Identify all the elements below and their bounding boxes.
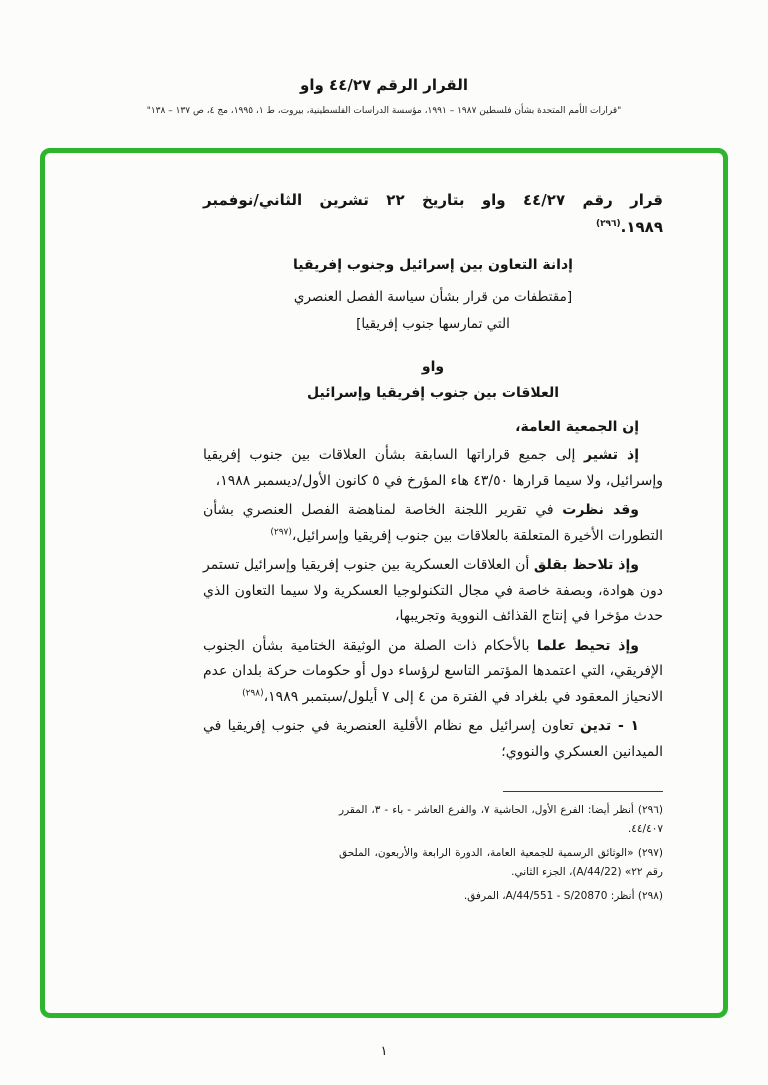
excerpt-note-line-1: [مقتطفات من قرار بشأن سياسة الفصل العنصري [293,289,573,305]
section-title: العلاقات بين جنوب إفريقيا وإسرائيل [306,385,560,401]
footnote-297 [339,844,663,881]
footnote-296 [339,801,663,838]
footnotes-section [339,791,663,906]
resolution-title [203,187,663,241]
preamble-opening: إن الجمعية العامة، [515,419,639,435]
paragraph-4 [203,634,663,711]
excerpt-note-line-2: التي تمارسها جنوب إفريقيا] [356,316,510,332]
footnote-297-text: «الوثائق الرسمية للجمعية العامة، الدورة الرابعة والأربعون، الملحق رقم ٢٢» (A/44/22)، الجزء الثاني. [339,847,663,878]
paragraph-2 [203,498,663,549]
paragraph-4-lead: وإذ تحيط علما [536,637,639,654]
footnote-296-text: أنظر أيضا: الفرع الأول، الحاشية ٧، والفرع العاشر - باء - ٣، المقرر ٤٤/٤٠٧. [339,804,663,835]
paragraph-5-lead: ١ - تدين [580,718,639,734]
paragraph-3 [203,553,663,630]
footnote-298-marker: (٢٩٨) [637,890,663,902]
footnote-separator-rule [503,791,663,792]
paragraph-1-text: إلى جميع قراراتها السابقة بشأن العلاقات بين جنوب إفريقيا وإسرائيل، ولا سيما قرارها ٤٣/٥٠ هاء المؤرخ في ٥ كانون الأول/ديسمبر ١٩٨٨، [203,447,663,489]
footnote-ref-296: (٢٩٦) [595,219,621,229]
footnote-ref-298: (٢٩٨) [242,687,264,698]
resolution-box [40,148,728,1018]
paragraph-2-text: في تقرير اللجنة الخاصة لمناهضة الفصل العنصري بشأن التطورات الأخيرة المتعلقة بالعلاقات بين جنوب إفريقيا وإسرائيل، [203,502,663,544]
header-title: القرار الرقم ٤٤/٢٧ واو [300,76,468,94]
page-number: ١ [380,1044,388,1059]
footnote-298 [339,887,663,906]
resolution-subject: إدانة التعاون بين إسرائيل وجنوب إفريقيا [293,257,573,273]
paragraph-4-text: بالأحكام ذات الصلة من الوثيقة الختامية بشأن الجنوب الإفريقي، التي اعتمدها المؤتمر التاسع لرؤساء دول أو حكومات حركة بلدان عدم الانحياز المعقود في بلغراد في الفترة من ٤ إلى ٧ أيلول/سبتمبر ١٩٨٩، [203,637,663,705]
footnote-296-marker: (٢٩٦) [637,804,663,816]
paragraph-1 [203,443,663,494]
header-source-line: "قرارات الأمم المتحدة بشأن فلسطين ١٩٨٧ – ١٩٩١، مؤسسة الدراسات الفلسطينية، بيروت، ط ١، ١٩٩٥، مج ٤، ص ١٣٧ – ١٣٨" [146,106,622,116]
page-header [0,76,768,116]
paragraph-2-lead: وقد نظرت [562,502,639,518]
paragraph-5-text: تعاون إسرائيل مع نظام الأقلية العنصرية في جنوب إفريقيا في الميدانين العسكري والنووي؛ [203,718,663,760]
resolution-title-line-2 [203,214,663,241]
resolution-date-text: ١٩٨٩. [620,218,663,236]
paragraph-3-lead: وإذ تلاحظ بقلق [533,557,639,573]
resolution-content [45,153,723,906]
resolution-title-line-1: قرار رقم ٤٤/٢٧ واو بتاريخ ٢٢ تشرين الثاني/نوفمبر [203,191,664,209]
section-letter: واو [421,359,445,375]
footnote-297-marker: (٢٩٧) [637,847,663,859]
footnote-298-text: أنظر: A/44/551 - S/20870، المرفق. [463,890,635,902]
paragraph-1-lead: إذ تشير [584,447,639,463]
paragraph-5-operative [203,714,663,765]
paragraph-3-text: أن العلاقات العسكرية بين جنوب إفريقيا وإسرائيل تستمر دون هوادة، وبصفة خاصة في مجال التكنولوجيا العسكرية ولا سيما التعاون الذي حدث مؤخرا في إنتاج القذائف النووية وتجريبها، [203,557,663,624]
footnote-ref-297: (٢٩٧) [270,526,292,537]
